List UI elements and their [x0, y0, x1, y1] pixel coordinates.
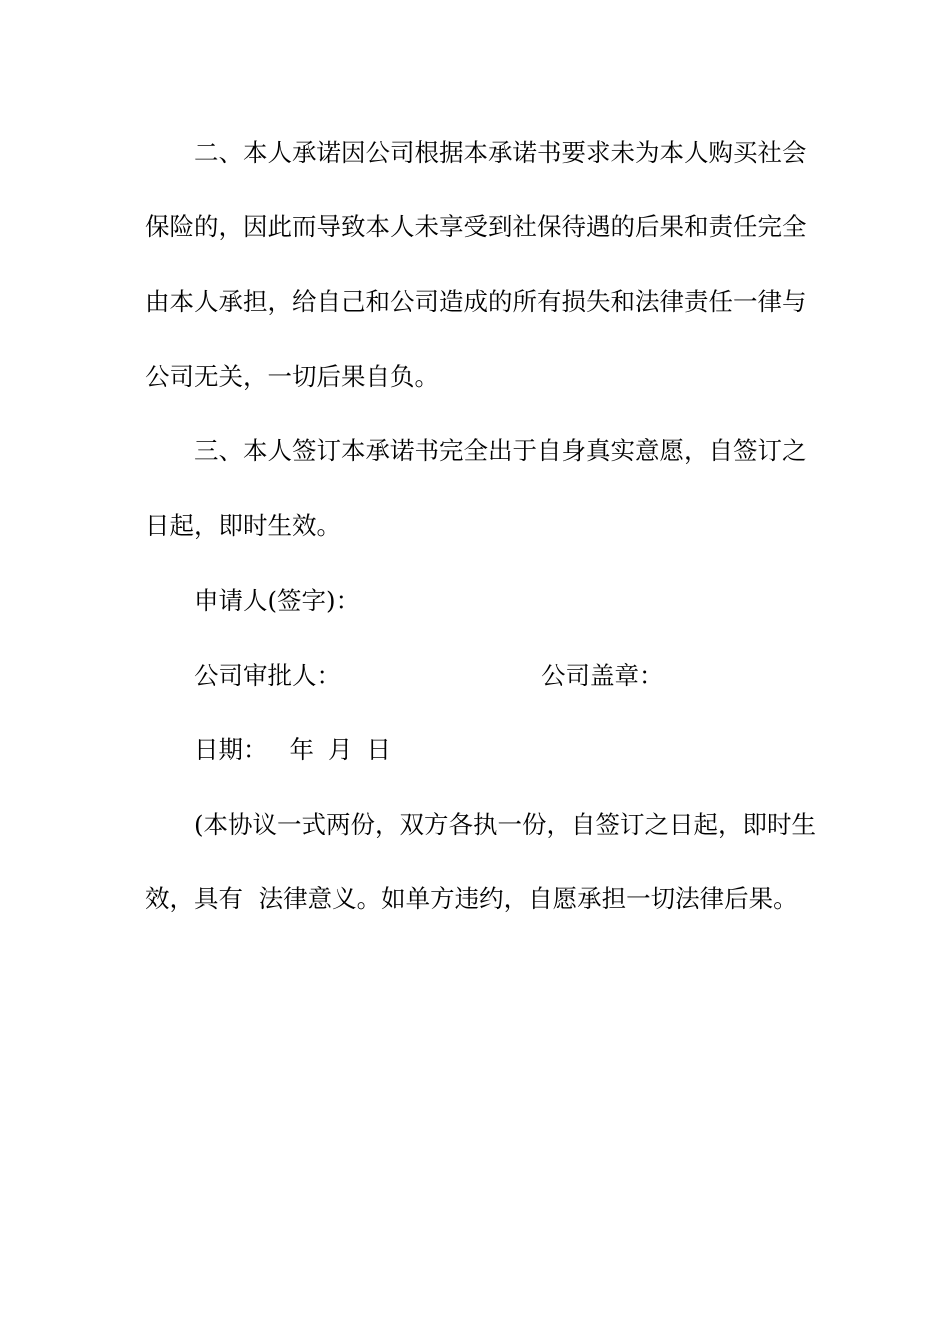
company-seal-label: 公司盖章： — [541, 661, 664, 690]
date-label: 日期： — [194, 735, 268, 764]
date-day: 日 — [366, 735, 391, 764]
clause-2-line-1: 二、本人承诺因公司根据本承诺书要求未为本人购买社会 — [194, 138, 807, 167]
clause-2-line-2: 保险的，因此而导致本人未享受到社保待遇的后果和责任完全 — [145, 212, 807, 241]
clause-2-line-3: 由本人承担，给自己和公司造成的所有损失和法律责任一律与 — [145, 287, 807, 316]
note-line-2: 效，具有 法律意义。如单方违约，自愿承担一切法律后果。 — [145, 884, 798, 913]
clause-3-line-2: 日起，即时生效。 — [145, 511, 341, 540]
date-month: 月 — [328, 735, 353, 764]
date-line — [194, 735, 391, 765]
date-year: 年 — [289, 735, 314, 764]
applicant-signature-label: 申请人(签字)： — [194, 586, 361, 615]
clause-3-line-1: 三、本人签订本承诺书完全出于自身真实意愿，自签订之 — [194, 436, 807, 465]
approver-label: 公司审批人： — [194, 661, 341, 690]
note-line-1: (本协议一式两份，双方各执一份，自签订之日起，即时生 — [194, 810, 817, 839]
clause-2-line-4: 公司无关，一切后果自负。 — [145, 362, 439, 391]
